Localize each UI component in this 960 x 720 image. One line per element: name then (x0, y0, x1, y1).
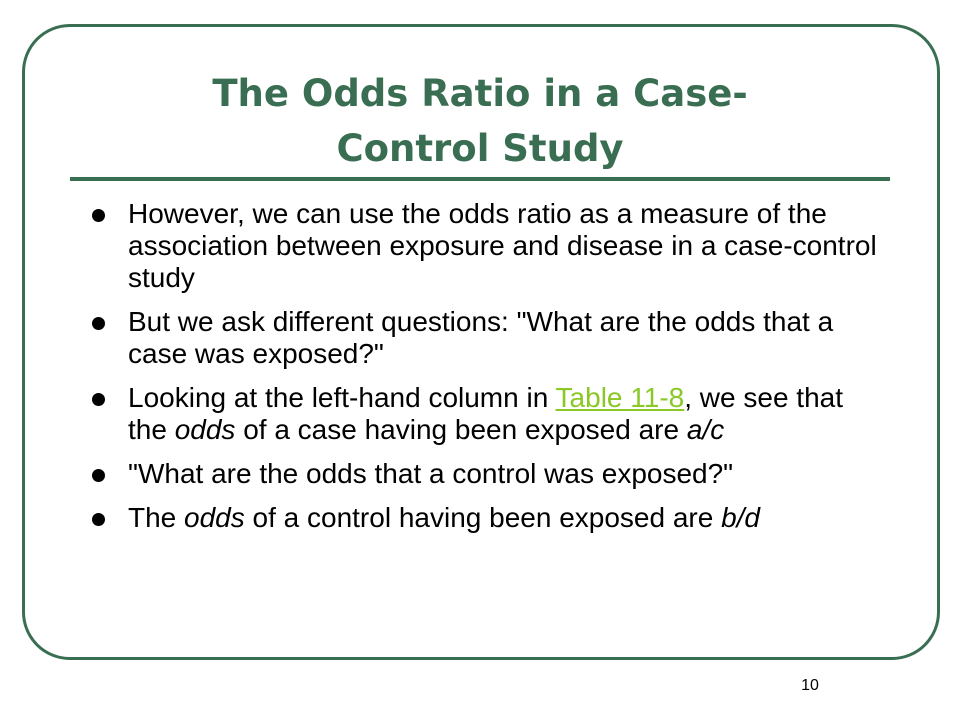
bullet-text: But we ask different questions: "What are the odds that a case was exposed?" (128, 306, 834, 369)
page-number: 10 (801, 677, 819, 694)
table-11-8-link[interactable]: Table 11-8 (555, 382, 685, 413)
bullet-text: "What are the odds that a control was exposed?" (128, 458, 734, 489)
bullet-emphasis: odds (184, 502, 245, 533)
slide-title (70, 66, 890, 176)
bullet-icon (92, 317, 105, 330)
bullet-text-pre: Looking at the left-hand column in (128, 382, 556, 413)
bullet-item (90, 502, 885, 534)
title-divider (70, 177, 890, 181)
bullet-text-post: of a control having been exposed are (244, 502, 722, 533)
bullet-emphasis: a/c (686, 414, 725, 445)
bullet-text: However, we can use the odds ratio as a measure of the association between exposure and disease in a case-control study (128, 198, 877, 293)
bullet-item (90, 458, 885, 490)
bullet-item (90, 306, 885, 370)
bullet-icon (92, 393, 105, 406)
bullet-text-post: of a case having been exposed are (235, 414, 687, 445)
bullet-item (90, 382, 885, 446)
bullet-item (90, 198, 885, 294)
title-line-2: Control Study (336, 127, 624, 170)
bullet-icon (92, 469, 105, 482)
bullet-text-mid: , we see that the (128, 382, 843, 445)
bullet-icon (92, 513, 105, 526)
bullet-emphasis: odds (174, 414, 236, 445)
bullet-text-pre: The (128, 502, 185, 533)
bullet-list (90, 198, 885, 546)
title-line-1: The Odds Ratio in a Case- (212, 72, 748, 115)
bullet-emphasis: b/d (721, 502, 761, 533)
bullet-icon (92, 209, 105, 222)
